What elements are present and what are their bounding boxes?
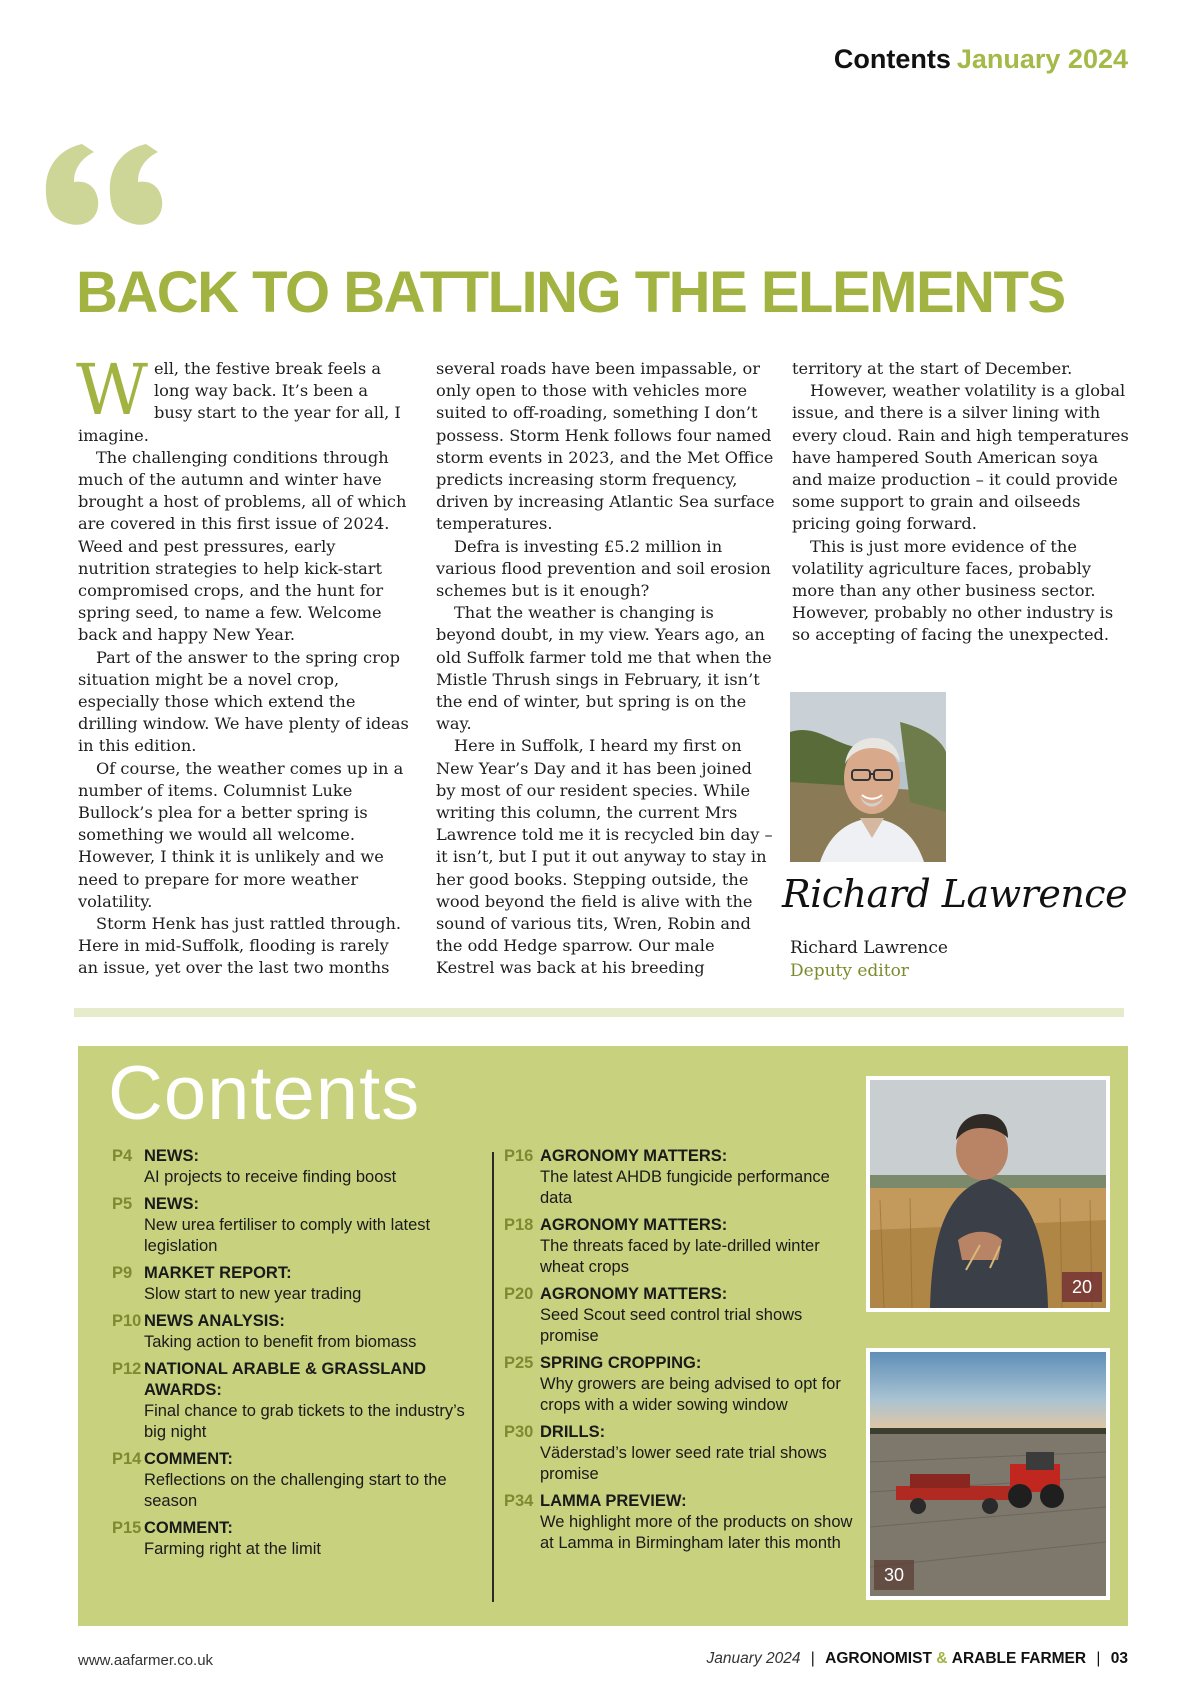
contents-entry-title: COMMENT: xyxy=(144,1519,233,1537)
contents-entry-title: LAMMA PREVIEW: xyxy=(540,1492,687,1510)
article-column-2 xyxy=(436,358,776,980)
contents-entry-title: COMMENT: xyxy=(144,1450,233,1468)
contents-entry-page: P9 xyxy=(112,1264,133,1282)
footer-page-number: 03 xyxy=(1110,1650,1128,1667)
article-column-1 xyxy=(76,349,410,980)
footer-magazine-name-part2: ARABLE FARMER xyxy=(951,1650,1087,1667)
contents-entry-page: P20 xyxy=(504,1285,534,1303)
contents-entry[interactable] xyxy=(112,1146,472,1188)
contents-entry-heading xyxy=(504,1215,864,1236)
contents-entry-page: P18 xyxy=(504,1216,534,1234)
author-signature: Richard Lawrence xyxy=(782,872,1128,916)
contents-entry-heading xyxy=(504,1284,864,1305)
article-paragraph: Well, the festive break feels a long way back. It’s been a busy start to the year for all, I imagine. xyxy=(76,349,401,445)
footer-separator: | xyxy=(810,1650,815,1667)
contents-entry[interactable] xyxy=(504,1422,864,1485)
contents-entry-title: AGRONOMY MATTERS: xyxy=(540,1285,728,1303)
contents-entry-description: Final chance to grab tickets to the industry’s big night xyxy=(144,1402,465,1441)
footer-website-url[interactable]: www.aafarmer.co.uk xyxy=(78,1652,214,1669)
contents-entry-page: P5 xyxy=(112,1195,133,1213)
contents-entry-description: The latest AHDB fungicide performance data xyxy=(540,1168,830,1207)
contents-entry[interactable] xyxy=(504,1215,864,1278)
article-headline: BACK TO BATTLING THE ELEMENTS xyxy=(76,260,1065,325)
contents-entry-heading xyxy=(112,1518,472,1539)
contents-entry[interactable] xyxy=(112,1194,472,1257)
contents-entry-page: P10 xyxy=(112,1312,142,1330)
article-paragraph: Part of the answer to the spring crop situation might be a novel crop, especially those which extend the drilling window. We have plenty of ideas in this edition. xyxy=(78,647,409,756)
contents-entry-page: P12 xyxy=(112,1360,142,1378)
contents-entry-page: P15 xyxy=(112,1519,142,1537)
contents-entry[interactable] xyxy=(504,1146,864,1209)
article-paragraph: However, weather volatility is a global issue, and there is a silver lining with every cloud. Rain and high temperatures have hampered South American soya and maize production – it could provide some support to grain and oilseeds pricing going forward. xyxy=(792,381,1129,534)
author-portrait xyxy=(790,692,946,862)
contents-entry-title: AGRONOMY MATTERS: xyxy=(540,1147,728,1165)
contents-entry-description: Väderstad’s lower seed rate trial shows promise xyxy=(540,1444,827,1483)
contents-entry-description: Taking action to benefit from biomass xyxy=(144,1333,417,1351)
contents-entry-title: NATIONAL ARABLE & GRASSLAND AWARDS: xyxy=(144,1360,427,1399)
open-quote-mark-icon xyxy=(34,120,174,270)
contents-entry-description: AI projects to receive finding boost xyxy=(144,1168,397,1186)
contents-list-left xyxy=(112,1146,472,1566)
contents-entry-description: The threats faced by late-drilled winter wheat crops xyxy=(540,1237,820,1276)
contents-entry[interactable] xyxy=(504,1284,864,1347)
article-paragraph: Of course, the weather comes up in a number of items. Columnist Luke Bullock’s plea for a better spring is something we would all welcome. However, I think it is unlikely and we need to prepare for more weather volatility. xyxy=(78,758,404,911)
article-paragraph: The challenging conditions through much of the autumn and winter have brought a host of problems, all of which are covered in this first issue of 2024. Weed and pest pressures, early nutrition strategies to help kick-start compromised crops, and the hunt for spring seed, to name a few. Welcome back and happy New Year. xyxy=(78,447,407,645)
contents-entry-heading xyxy=(112,1359,472,1401)
page-reference-badge: 20 xyxy=(1062,1272,1102,1302)
contents-entry-page: P14 xyxy=(112,1450,142,1468)
contents-entry-title: DRILLS: xyxy=(540,1423,606,1441)
footer-magazine-name-part1: AGRONOMIST xyxy=(825,1650,932,1667)
contents-entry-description: Seed Scout seed control trial shows promise xyxy=(540,1306,803,1345)
contents-entry[interactable] xyxy=(504,1353,864,1416)
contents-entry-title: NEWS ANALYSIS: xyxy=(144,1312,285,1330)
contents-entry-heading xyxy=(504,1422,864,1443)
contents-entry-heading xyxy=(112,1263,472,1284)
contents-entry[interactable] xyxy=(112,1359,472,1443)
article-paragraph: Here in Suffolk, I heard my first on New Year’s Day and it has been joined by most of our resident species. While writing this column, the current Mrs Lawrence told me it is recycled bin day – it isn’t, but I put it out anyway to stay in her good books. Stepping outside, the wood beyond the field is alive with the sound of various tits, Wren, Robin and the odd Hedge sparrow. Our male Kestrel was back at his breeding xyxy=(436,736,773,978)
contents-entry-page: P25 xyxy=(504,1354,534,1372)
contents-entry-page: P34 xyxy=(504,1492,534,1510)
article-column-3 xyxy=(792,358,1132,647)
article-paragraph: This is just more evidence of the volatility agriculture faces, probably more than any other business sector. However, probably no other industry is so accepting of facing the unexpected. xyxy=(792,536,1114,645)
contents-entry-description: Reflections on the challenging start to the season xyxy=(144,1471,447,1510)
contents-entry-heading xyxy=(504,1146,864,1167)
contents-entry-heading xyxy=(112,1311,472,1332)
author-role: Deputy editor xyxy=(790,961,909,981)
contents-entry[interactable] xyxy=(504,1491,864,1554)
contents-title: Contents xyxy=(108,1051,421,1136)
author-name: Richard Lawrence xyxy=(790,938,948,958)
contents-list-right xyxy=(504,1146,864,1560)
contents-entry-title: NEWS: xyxy=(144,1195,199,1213)
page-reference-badge: 30 xyxy=(874,1560,914,1590)
article-paragraph: That the weather is changing is beyond doubt, in my view. Years ago, an old Suffolk farmer told me that when the Mistle Thrush sings in February, it isn’t the end of winter, but spring is on the way. xyxy=(436,603,772,734)
contents-panel xyxy=(78,1046,1128,1626)
footer-separator: | xyxy=(1096,1650,1101,1667)
contents-entry-heading xyxy=(112,1146,472,1167)
footer-date: January 2024 xyxy=(706,1650,801,1667)
contents-entry-description: We highlight more of the products on show at Lamma in Birmingham later this month xyxy=(540,1513,853,1552)
contents-entry-heading xyxy=(504,1491,864,1512)
contents-entry-heading xyxy=(112,1449,472,1470)
article-paragraph: Storm Henk has just rattled through. Here in mid-Suffolk, flooding is rarely an issue, yet over the last two months xyxy=(78,914,402,978)
contents-entry[interactable] xyxy=(112,1263,472,1305)
contents-entry-heading xyxy=(112,1194,472,1215)
contents-entry-page: P4 xyxy=(112,1147,133,1165)
contents-entry-heading xyxy=(504,1353,864,1374)
running-header-issue: January 2024 xyxy=(956,44,1128,74)
contents-entry[interactable] xyxy=(112,1311,472,1353)
running-header-section: Contents xyxy=(833,44,951,74)
article-paragraph: several roads have been impassable, or only open to those with vehicles more suited to off-roading, something I don’t possess. Storm Henk follows four named storm events in 2023, and the Met Office predicts increasing storm frequency, driven by increasing Atlantic Sea surface temperatures. xyxy=(436,359,775,534)
contents-entry-description: Why growers are being advised to opt for crops with a wider sowing window xyxy=(540,1375,841,1414)
contents-entry-description: Slow start to new year trading xyxy=(144,1285,362,1303)
contents-entry-description: Farming right at the limit xyxy=(144,1540,321,1558)
contents-entry-page: P16 xyxy=(504,1147,534,1165)
running-header xyxy=(834,44,1128,75)
contents-photo-drill[interactable] xyxy=(866,1348,1110,1600)
footer-folio xyxy=(707,1650,1128,1668)
contents-entry-description: New urea fertiliser to comply with latest legislation xyxy=(144,1216,431,1255)
contents-entry-title: SPRING CROPPING: xyxy=(540,1354,702,1372)
article-paragraph: Defra is investing £5.2 million in various flood prevention and soil erosion schemes but is it enough? xyxy=(436,536,771,601)
contents-photo-farmer[interactable] xyxy=(866,1076,1110,1312)
contents-divider xyxy=(492,1152,494,1602)
article-paragraph: territory at the start of December. xyxy=(792,359,1073,378)
contents-entry-title: AGRONOMY MATTERS: xyxy=(540,1216,728,1234)
footer-magazine-ampersand: & xyxy=(936,1650,948,1667)
contents-entry-page: P30 xyxy=(504,1423,534,1441)
drop-cap: W xyxy=(76,349,148,431)
contents-entry[interactable] xyxy=(112,1518,472,1560)
contents-entry-title: MARKET REPORT: xyxy=(144,1264,292,1282)
contents-entry[interactable] xyxy=(112,1449,472,1512)
section-divider xyxy=(74,1008,1124,1017)
contents-entry-title: NEWS: xyxy=(144,1147,199,1165)
